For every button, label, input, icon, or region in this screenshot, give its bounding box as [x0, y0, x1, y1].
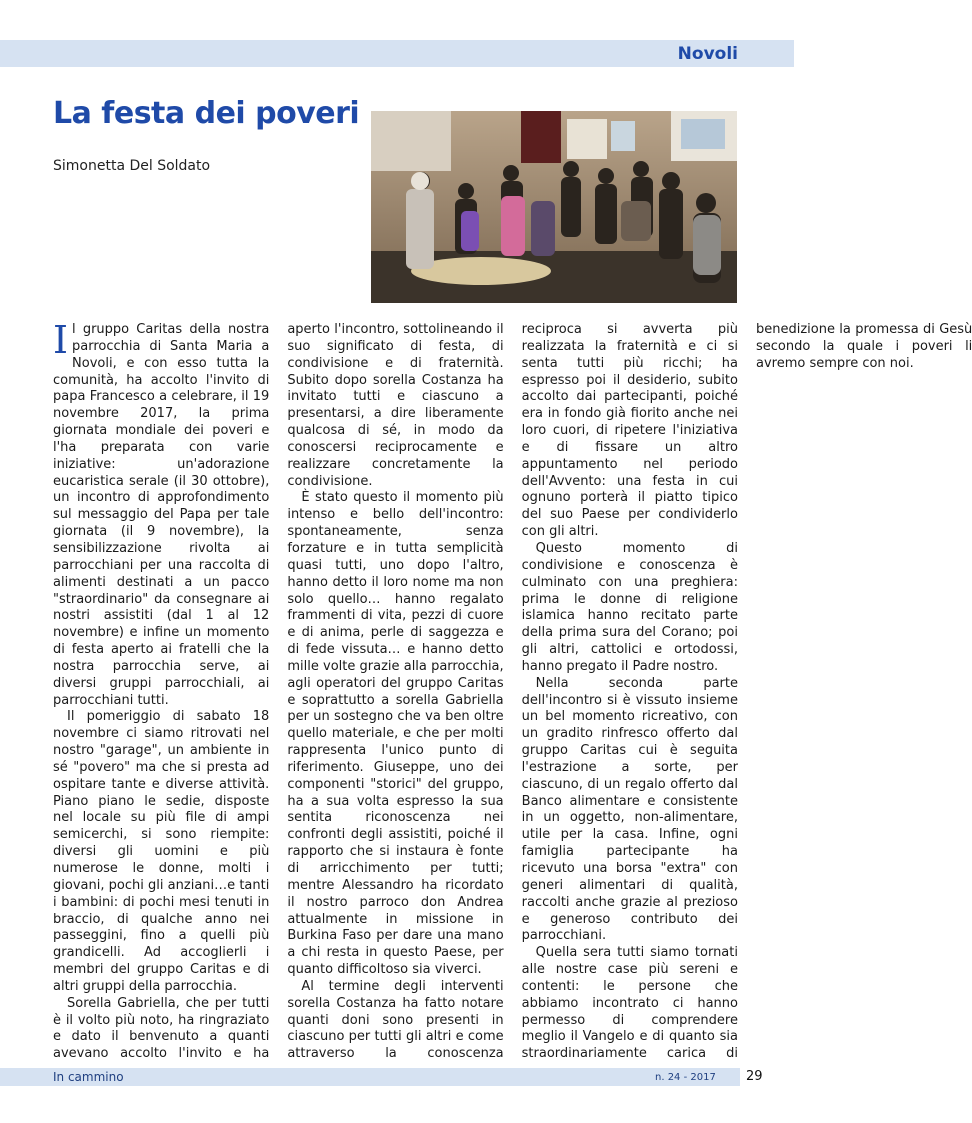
page-number: 29 [746, 1069, 763, 1084]
article-photo [371, 111, 737, 303]
article-paragraph: Nella seconda parte dell'incontro si è vissuto insieme un bel momento ricreativo, con un gradito rinfresco offerto dal gruppo Caritas cui è seguita l'estrazione a sorte, per ciascuno, di un regalo offerto dal Banco alimentare e consistente in un oggetto, non-alimentare, utile per la casa. Infine, ogni famiglia partecipante ha ricevuto una borsa "extra" con generi alimentari di qualità, raccolti anche grazie al prezioso e generoso contributo dei parrocchiani. [521, 675, 738, 944]
article-paragraph: Sorella Gabriella, che per tutti è il volto più noto, ha ringraziato e dato il benvenuto a quanti avevano accolto l'invito e ha aperto l'incontro, sottolineando il suo significato di festa, di condivisione e di fraternità. Subito dopo sorella Costanza ha invitato tutti e ciascuno a presentarsi, a dire liberamente qualcosa di sé, in modo da conoscersi reciprocamente e realizzare concretamente la condivisione. [53, 322, 504, 1062]
header-band [0, 40, 794, 67]
issue-number: n. 24 - 2017 [655, 1072, 716, 1083]
section-label: Novoli [677, 44, 738, 64]
paragraph-text: l gruppo Caritas della nostra parrocchia di Santa Maria a Novoli, e con esso tutta la comunità, ha accolto l'invito di papa Francesco a celebrare, il 19 novembre 2017, la prima giornata mondiale dei poveri e l'ha preparata con varie iniziative: un'adorazione eucaristica serale (il 30 ottobre), un incontro di approfondimento sul messaggio del Papa per tale giornata (il 9 novembre), la sensibilizzazione rivolta ai parrocchiani per una raccolta di alimenti destinati a un pacco "straordinario" da consegnare ai nostri assistiti (dal 1 al 12 novembre) e infine un momento di festa aperto ai fratelli che la nostra parrocchia serve, ai diversi gruppi parrocchiali, ai parrocchiani tutti. [53, 322, 270, 708]
drop-cap: I [53, 318, 69, 362]
article-paragraph [53, 318, 270, 709]
article-title: La festa dei poveri [53, 96, 360, 131]
article-paragraph: È stato questo il momento più intenso e bello dell'incontro: spontaneamente, senza forzature e in tutta semplicità quasi tutti, uno dopo l'altro, hanno detto il loro nome ma non solo quello… hanno regalato frammenti di vita, pezzi di cuore e di anima, perle di saggezza e di fede vissuta… e hanno detto mille volte grazie alla parrocchia, agli operatori del gruppo Caritas e soprattutto a sorella Gabriella per un sostegno che va ben oltre quello materiale, e che per molti rappresenta l'unico punto di riferimento. Giuseppe, uno dei componenti "storici" del gruppo, ha a sua volta espresso la sua sentita riconoscenza nei confronti degli assistiti, poiché il rapporto che si instaura è fonte di arricchimento per tutti; mentre Alessandro ha ricordato il nostro parroco don Andrea attualmente in missione in Burkina Faso per dare una mano a chi resta in questo Paese, per quanto difficoltoso sia viverci. [287, 490, 504, 978]
article-paragraph: Il pomeriggio di sabato 18 novembre ci siamo ritrovati nel nostro "garage", un ambiente in sé "povero" ma che si presta ad ospitare tante e diverse attività. Piano piano le sedie, disposte nel locale su più file di ampi semicerchi, si sono riempite: diversi gli uomini e più numerose le donne, molti i giovani, pochi gli anziani…e tanti i bambini: di pochi mesi tenuti in braccio, di qualche anno nei passeggini, fino a quelli più grandicelli. Ad accoglierli i membri del gruppo Caritas e di altri gruppi della parrocchia. [53, 709, 270, 994]
article-paragraph: Questo momento di condivisione e conoscenza è culminato con una preghiera: prima le donne di religione islamica hanno recitato parte della prima sura del Corano; poi gli altri, cattolici e ortodossi, hanno pregato il Padre nostro. [521, 540, 738, 674]
article-paragraph: Quella sera tutti siamo tornati alle nostre case più sereni e contenti: le persone che abbiamo incontrato ci hanno permesso di comprendere meglio il Vangelo e di quanto sia straordinariamente carica di benedizione la promessa di Gesù secondo la quale i poveri li avremo sempre con noi. [521, 322, 972, 1062]
article-author: Simonetta Del Soldato [53, 158, 211, 174]
article-paragraph: Al termine degli interventi sorella Costanza ha fatto notare quanti doni sono presenti in ciascuno per tutti gli altri e come attraverso la conoscenza reciproca si avverta più realizzata la fraternità e ci si senta tutti più ricchi; ha espresso poi il desiderio, subito accolto dai partecipanti, poiché era in fondo già fiorito anche nei loro cuori, di ripetere l'iniziativa e di fissare un altro appuntamento nel periodo dell'Avvento: una festa in cui ognuno porterà il piatto tipico del suo Paese per condividerlo con gli altri. [287, 322, 738, 1062]
article-body [53, 318, 972, 1064]
gathering-photo [371, 111, 737, 303]
magazine-name: In cammino [53, 1070, 124, 1084]
